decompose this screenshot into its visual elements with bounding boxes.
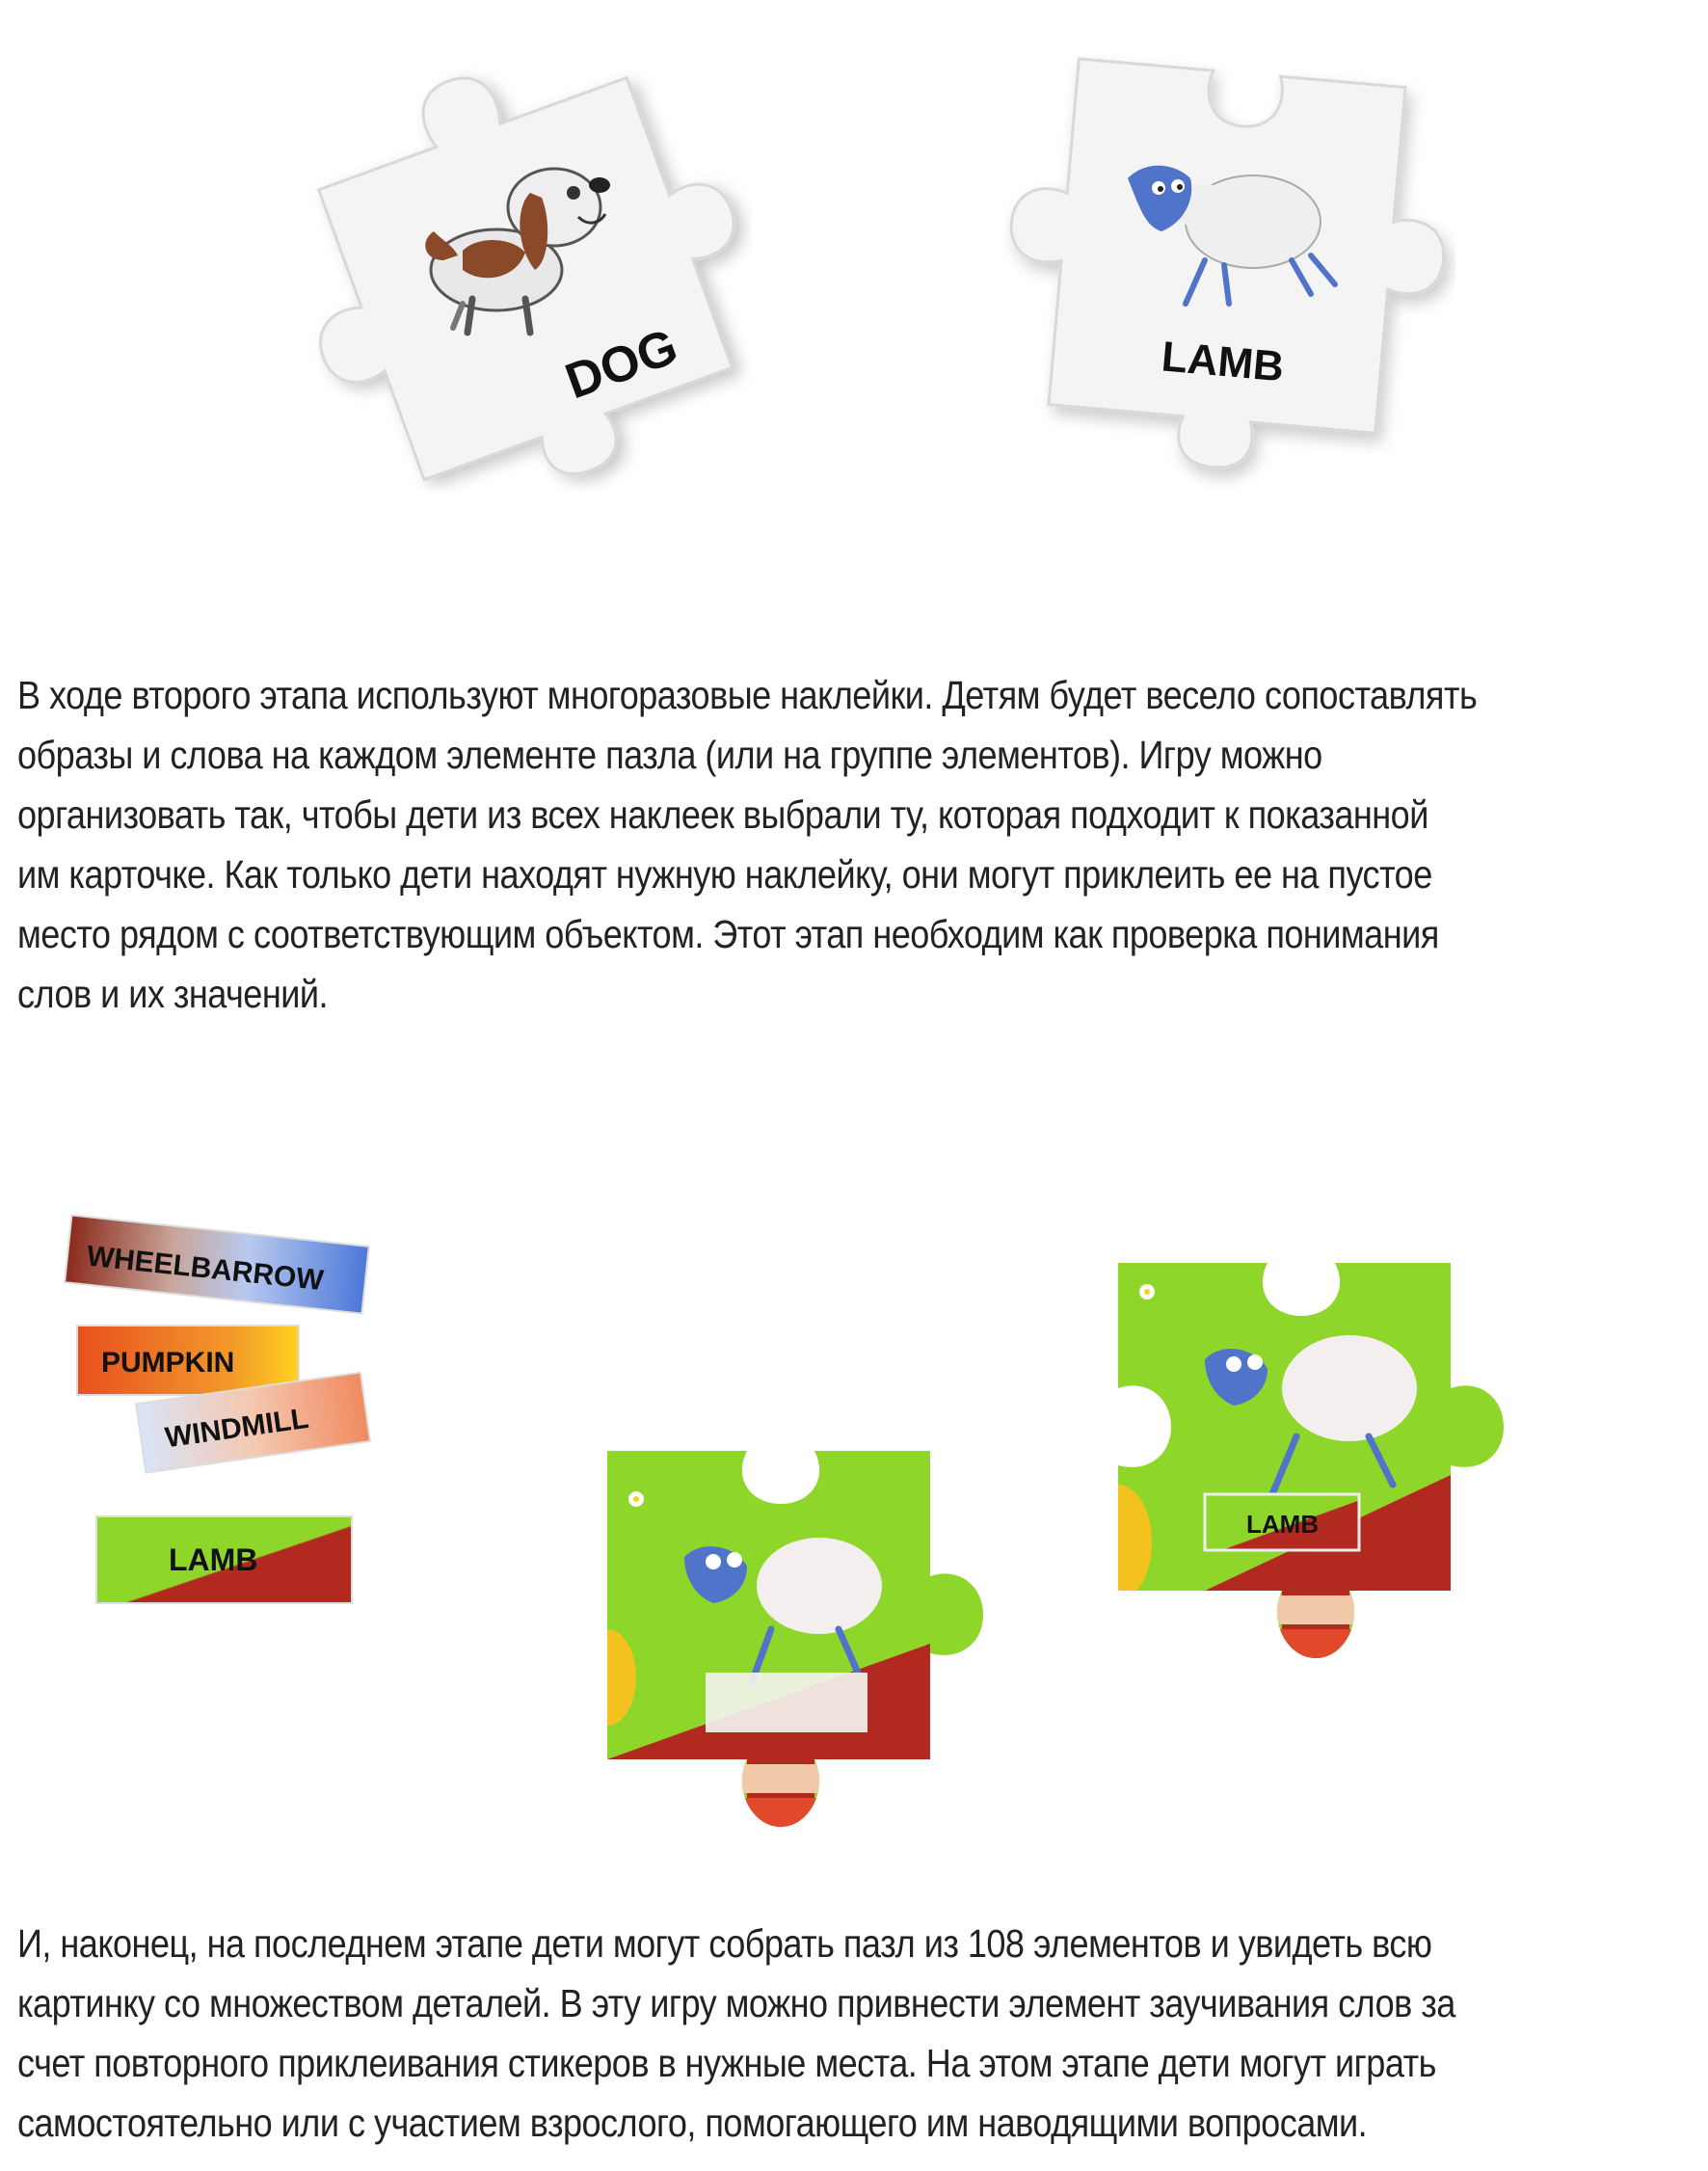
paragraph-line: самостоятельно или с участием взрослого, помогающего им наводящими вопросами. (17, 2101, 1368, 2145)
paragraph-line: И, наконец, на последнем этапе дети могут собрать пазл из 108 элементов и увидеть всю (17, 1921, 1432, 1966)
sticker-lamb (96, 1516, 352, 1603)
sticker-pumpkin (77, 1326, 299, 1395)
sticker-wheelbarrow-label: WHEELBARROW (85, 1240, 326, 1298)
paragraph-line: образы и слова на каждом элементе пазла (или на группе элементов). Игру можно (17, 733, 1322, 777)
paragraph-stage-two (17, 665, 1693, 1024)
sticker-pumpkin-label: PUMPKIN (101, 1347, 235, 1379)
empty-sticker-slot (706, 1673, 867, 1732)
paragraph-line: место рядом с соответствующим объектом. Этот этап необходим как проверка понимания (17, 912, 1439, 956)
paragraph-line: организовать так, чтобы дети из всех наклеек выбрали ту, которая подходит к показанной (17, 792, 1428, 837)
puzzle-piece-empty-slot (578, 1441, 1041, 1865)
dog-puzzle-piece (289, 39, 752, 492)
stickers-group (58, 1210, 405, 1634)
sticker-wheelbarrow (65, 1216, 369, 1314)
puzzle-piece-with-sticker (1089, 1253, 1571, 1697)
lamb-puzzle-piece (993, 53, 1455, 506)
dog-label: DOG (558, 318, 685, 411)
sticker-windmill-label: WINDMILL (163, 1402, 311, 1455)
applied-sticker (1205, 1494, 1359, 1550)
paragraph-line: счет повторного приклеивания стикеров в нужные места. На этом этапе дети могут играть (17, 2041, 1436, 2085)
paragraph-line: им карточке. Как только дети находят нужную наклейку, они могут приклеить ее на пустое (17, 852, 1432, 897)
paragraph-line: В ходе второго этапа используют многоразовые наклейки. Детям будет весело сопоставлять (17, 673, 1478, 717)
paragraph-line: картинку со множеством деталей. В эту игру можно привнести элемент заучивания слов за (17, 1981, 1455, 2025)
applied-sticker-label: LAMB (1246, 1510, 1320, 1539)
lamb-label: LAMB (1160, 333, 1286, 391)
sticker-lamb-label: LAMB (169, 1542, 258, 1577)
paragraph-line: слов и их значений. (17, 972, 328, 1016)
paragraph-final-stage (17, 1914, 1693, 2153)
